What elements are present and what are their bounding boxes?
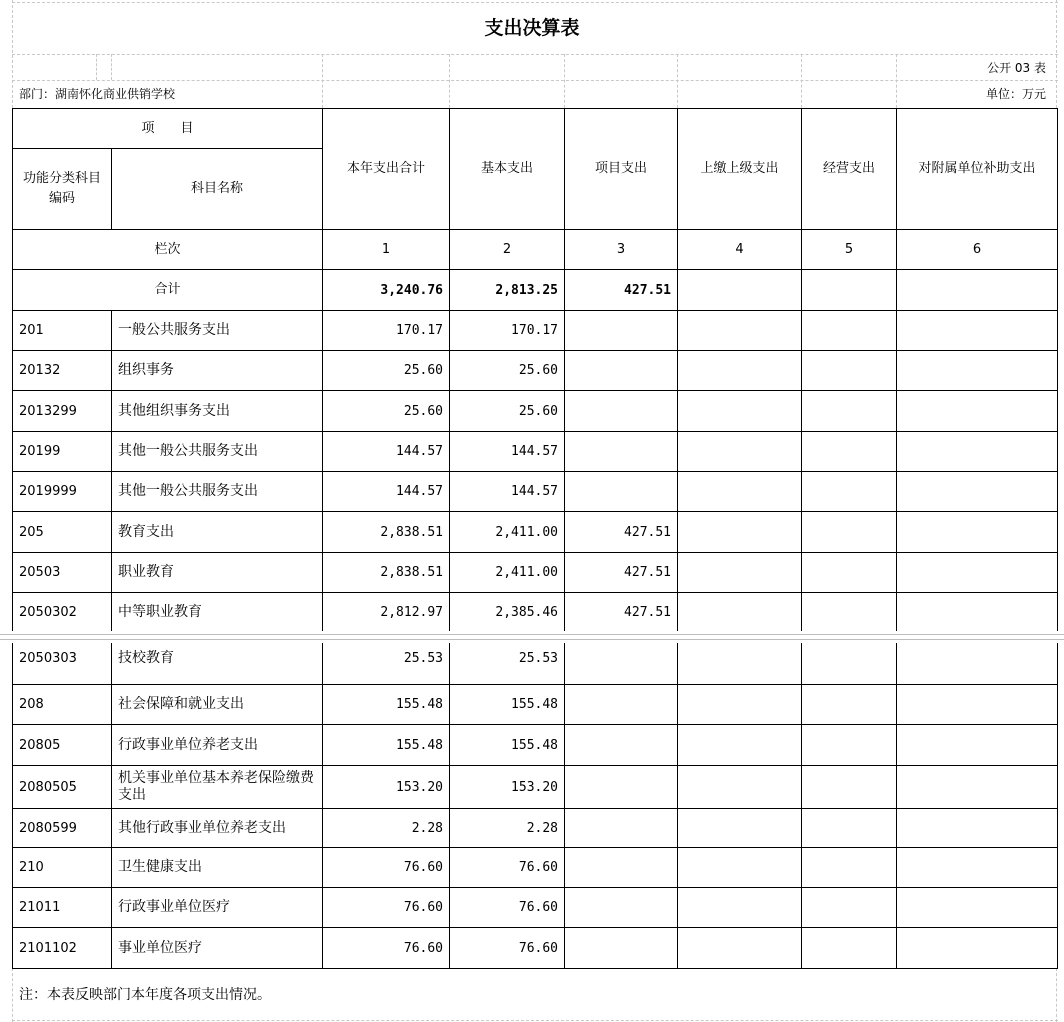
basic-cell: 76.60 [450, 848, 565, 888]
column-index-3: 3 [565, 230, 678, 270]
business-cell [802, 725, 897, 766]
upper-cell [678, 848, 802, 888]
upper-cell [678, 472, 802, 512]
func-code-cell: 2013299 [13, 391, 112, 432]
sheet-gridline [896, 54, 897, 108]
total-upper [678, 270, 802, 311]
basic-cell: 144.57 [450, 472, 565, 512]
project-cell [565, 766, 678, 809]
table-row [13, 593, 1058, 633]
total-cell: 76.60 [323, 888, 450, 928]
header-upper: 上缴上级支出 [678, 109, 802, 230]
basic-cell: 155.48 [450, 725, 565, 766]
total-cell: 76.60 [323, 928, 450, 969]
func-code-cell: 205 [13, 512, 112, 553]
header-subsidy: 对附属单位补助支出 [897, 109, 1058, 230]
func-code-cell: 201 [13, 311, 112, 351]
table-row [13, 928, 1058, 969]
upper-cell [678, 685, 802, 725]
business-cell [802, 472, 897, 512]
subsidy-cell [897, 391, 1058, 432]
total-cell: 25.60 [323, 391, 450, 432]
table-row [13, 888, 1058, 928]
total-subsidy [897, 270, 1058, 311]
total-cell: 2,838.51 [323, 512, 450, 553]
upper-cell [678, 553, 802, 593]
sheet-gridline [12, 968, 13, 1022]
func-code-cell: 2019999 [13, 472, 112, 512]
column-index-4: 4 [678, 230, 802, 270]
subsidy-cell [897, 766, 1058, 809]
business-cell [802, 351, 897, 391]
total-cell: 155.48 [323, 685, 450, 725]
expenditure-table [12, 108, 1058, 969]
table-row [13, 809, 1058, 848]
total-row [13, 270, 1058, 311]
subject-name-cell: 其他行政事业单位养老支出 [112, 809, 323, 848]
subject-name-cell: 中等职业教育 [112, 593, 323, 633]
business-cell [802, 888, 897, 928]
sheet-gridline [1056, 968, 1057, 1022]
table-row [13, 311, 1058, 351]
basic-cell: 25.60 [450, 391, 565, 432]
project-cell [565, 432, 678, 472]
total-label: 合计 [13, 270, 323, 311]
business-cell [802, 685, 897, 725]
column-index-2: 2 [450, 230, 565, 270]
total-cell: 25.60 [323, 351, 450, 391]
subject-name-cell: 其他一般公共服务支出 [112, 472, 323, 512]
table-row [13, 391, 1058, 432]
project-cell [565, 888, 678, 928]
basic-cell: 153.20 [450, 766, 565, 809]
func-code-cell: 208 [13, 685, 112, 725]
subsidy-cell [897, 311, 1058, 351]
subject-name-cell: 卫生健康支出 [112, 848, 323, 888]
column-index-6: 6 [897, 230, 1058, 270]
business-cell [802, 593, 897, 633]
basic-cell: 2,411.00 [450, 512, 565, 553]
department-label: 部门：湖南怀化商业供销学校 [19, 87, 176, 101]
sheet-gridline [449, 54, 450, 108]
unit-label: 单位：万元 [985, 87, 1046, 101]
subsidy-cell [897, 928, 1058, 969]
basic-cell: 25.53 [450, 633, 565, 685]
business-cell [802, 512, 897, 553]
total-cell: 170.17 [323, 311, 450, 351]
column-index-label: 栏次 [13, 230, 323, 270]
subject-name-cell: 社会保障和就业支出 [112, 685, 323, 725]
total-cell: 25.53 [323, 633, 450, 685]
business-cell [802, 391, 897, 432]
upper-cell [678, 809, 802, 848]
project-cell [565, 725, 678, 766]
upper-cell [678, 888, 802, 928]
project-cell [565, 848, 678, 888]
basic-cell: 76.60 [450, 928, 565, 969]
subsidy-cell [897, 472, 1058, 512]
header-row [13, 109, 1058, 149]
func-code-cell: 2080505 [13, 766, 112, 809]
footnote: 注：本表反映部门本年度各项支出情况。 [19, 987, 271, 1003]
project-cell: 427.51 [565, 512, 678, 553]
total-project: 427.51 [565, 270, 678, 311]
basic-cell: 76.60 [450, 888, 565, 928]
page-break [0, 631, 1064, 643]
table-row [13, 766, 1058, 809]
sheet-gridline [111, 54, 112, 80]
upper-cell [678, 311, 802, 351]
total-cell: 144.57 [323, 472, 450, 512]
total-cell: 153.20 [323, 766, 450, 809]
subject-name-cell: 其他一般公共服务支出 [112, 432, 323, 472]
basic-cell: 144.57 [450, 432, 565, 472]
sheet-gridline [322, 54, 323, 108]
total-cell: 144.57 [323, 432, 450, 472]
project-cell [565, 391, 678, 432]
project-cell [565, 809, 678, 848]
upper-cell [678, 593, 802, 633]
basic-cell: 2.28 [450, 809, 565, 848]
subsidy-cell [897, 888, 1058, 928]
table-row [13, 848, 1058, 888]
subject-name-cell: 组织事务 [112, 351, 323, 391]
subject-name-cell: 行政事业单位养老支出 [112, 725, 323, 766]
table-row [13, 685, 1058, 725]
page-break-line [0, 639, 1064, 640]
subsidy-cell [897, 593, 1058, 633]
subsidy-cell [897, 512, 1058, 553]
column-index-row [13, 230, 1058, 270]
table-row [13, 432, 1058, 472]
subject-name-cell: 事业单位医疗 [112, 928, 323, 969]
basic-cell: 2,411.00 [450, 553, 565, 593]
header-subject-name: 科目名称 [112, 149, 323, 230]
func-code-cell: 20503 [13, 553, 112, 593]
func-code-cell: 21011 [13, 888, 112, 928]
upper-cell [678, 351, 802, 391]
subsidy-cell [897, 848, 1058, 888]
business-cell [802, 553, 897, 593]
upper-cell [678, 432, 802, 472]
upper-cell [678, 512, 802, 553]
total-cell: 2,812.97 [323, 593, 450, 633]
header-project: 项目支出 [565, 109, 678, 230]
sheet-gridline [801, 54, 802, 108]
subsidy-cell [897, 809, 1058, 848]
subject-name-cell: 职业教育 [112, 553, 323, 593]
func-code-cell: 20199 [13, 432, 112, 472]
sheet-gridline [12, 1020, 1058, 1021]
func-code-cell: 20805 [13, 725, 112, 766]
upper-cell [678, 928, 802, 969]
upper-cell [678, 725, 802, 766]
header-func-code: 功能分类科目编码 [13, 149, 112, 230]
basic-cell: 2,385.46 [450, 593, 565, 633]
table-row [13, 472, 1058, 512]
subject-name-cell: 教育支出 [112, 512, 323, 553]
total-business [802, 270, 897, 311]
basic-cell: 170.17 [450, 311, 565, 351]
table-code-label: 公开 03 表 [987, 61, 1046, 75]
upper-cell [678, 391, 802, 432]
upper-cell [678, 766, 802, 809]
func-code-cell: 2050302 [13, 593, 112, 633]
total-cell: 2,838.51 [323, 553, 450, 593]
column-index-1: 1 [323, 230, 450, 270]
page-title: 支出决算表 [484, 17, 580, 39]
func-code-cell: 2050303 [13, 633, 112, 685]
subject-name-cell: 行政事业单位医疗 [112, 888, 323, 928]
subsidy-cell [897, 553, 1058, 593]
subject-name-cell: 一般公共服务支出 [112, 311, 323, 351]
subsidy-cell [897, 685, 1058, 725]
project-cell [565, 685, 678, 725]
business-cell [802, 766, 897, 809]
business-cell [802, 928, 897, 969]
sheet-gridline [12, 2, 1058, 3]
page-break-line [0, 634, 1064, 635]
func-code-cell: 210 [13, 848, 112, 888]
sheet-gridline [96, 54, 97, 80]
project-cell: 427.51 [565, 553, 678, 593]
subject-name-cell: 其他组织事务支出 [112, 391, 323, 432]
header-basic: 基本支出 [450, 109, 565, 230]
project-cell [565, 928, 678, 969]
sheet-gridline [12, 54, 1058, 55]
project-cell [565, 472, 678, 512]
subsidy-cell [897, 351, 1058, 391]
total-basic: 2,813.25 [450, 270, 565, 311]
header-total: 本年支出合计 [323, 109, 450, 230]
subsidy-cell [897, 725, 1058, 766]
sheet-gridline [677, 54, 678, 108]
project-cell [565, 311, 678, 351]
business-cell [802, 311, 897, 351]
column-index-5: 5 [802, 230, 897, 270]
basic-cell: 25.60 [450, 351, 565, 391]
table-row [13, 725, 1058, 766]
sheet-gridline [564, 54, 565, 108]
table-row [13, 351, 1058, 391]
subject-name-cell: 技校教育 [112, 633, 323, 685]
subsidy-cell [897, 432, 1058, 472]
total-cell: 155.48 [323, 725, 450, 766]
subject-name-cell: 机关事业单位基本养老保险缴费支出 [112, 766, 323, 809]
project-cell [565, 351, 678, 391]
table-row [13, 512, 1058, 553]
business-cell [802, 809, 897, 848]
total-sum: 3,240.76 [323, 270, 450, 311]
total-cell: 76.60 [323, 848, 450, 888]
basic-cell: 155.48 [450, 685, 565, 725]
func-code-cell: 20132 [13, 351, 112, 391]
func-code-cell: 2101102 [13, 928, 112, 969]
header-item: 项 目 [13, 109, 323, 149]
total-cell: 2.28 [323, 809, 450, 848]
func-code-cell: 2080599 [13, 809, 112, 848]
project-cell: 427.51 [565, 593, 678, 633]
sheet-gridline [12, 80, 1058, 81]
header-business: 经营支出 [802, 109, 897, 230]
business-cell [802, 848, 897, 888]
business-cell [802, 432, 897, 472]
table-row [13, 553, 1058, 593]
